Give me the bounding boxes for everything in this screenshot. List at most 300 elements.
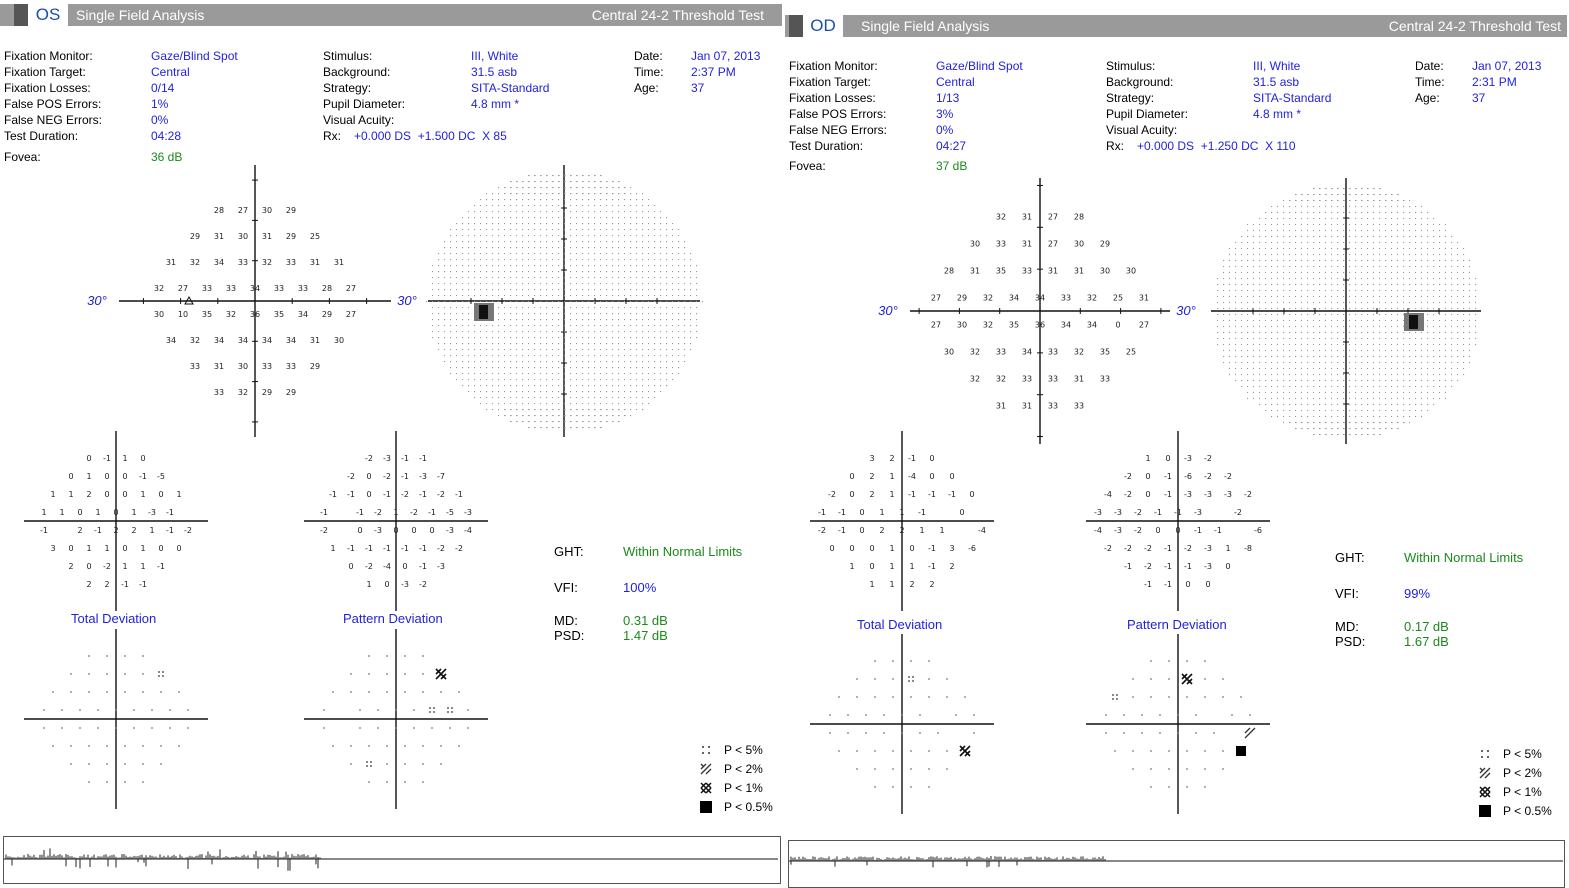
os-total-deviation-value: 2: [86, 580, 92, 589]
od-fixation-target: Central: [936, 75, 975, 89]
od-test-name: Central 24-2 Threshold Test: [1388, 18, 1561, 34]
od-total-deviation-value: 1: [899, 508, 905, 517]
os-threshold-value: 29: [285, 388, 297, 397]
os-total-deviation-value: 2: [77, 526, 83, 535]
od-total-deviation-value: 2: [899, 526, 905, 535]
od-time: 2:31 PM: [1472, 75, 1517, 89]
os-threshold-value: 31: [261, 232, 273, 241]
od-pattern-deviation-value: -1: [1174, 508, 1182, 517]
os-total-deviation-value: 0: [113, 508, 119, 517]
os-duration-label: Test Duration:: [4, 129, 79, 143]
od-pattern-deviation-value: -2: [1204, 472, 1212, 481]
os-threshold-value: 35: [273, 310, 285, 319]
os-total-deviation-value: -1: [139, 472, 147, 481]
os-threshold-value: 31: [309, 336, 321, 345]
os-total-deviation-value: 0: [176, 544, 182, 553]
od-pattern-deviation-value: -2: [1124, 472, 1132, 481]
os-pattern-deviation-value: -1: [428, 508, 436, 517]
os-total-deviation-value: -1: [103, 454, 111, 463]
od-total-deviation-value: 0: [849, 472, 855, 481]
os-pattern-deviation-value: -2: [320, 526, 328, 535]
od-pattern-deviation-value: -3: [1184, 454, 1192, 463]
od-threshold-value: 31: [1021, 239, 1033, 249]
os-ght: Within Normal Limits: [623, 544, 743, 559]
od-threshold-value: 32: [969, 347, 981, 357]
os-date: Jan 07, 2013: [691, 49, 761, 63]
od-total-deviation-value: -1: [948, 490, 956, 499]
os-stimulus-label: Stimulus:: [323, 49, 373, 63]
od-pattern-deviation-value: -3: [1194, 508, 1202, 517]
os-threshold-value: 33: [273, 284, 285, 293]
od-total-deviation-value: -2: [818, 526, 826, 535]
od-threshold-value: 25: [1112, 293, 1124, 303]
od-threshold-value: 33: [1073, 401, 1085, 411]
od-age: 37: [1472, 91, 1486, 105]
od-threshold-value: 27: [1047, 239, 1059, 249]
legend-p2: P < 2%: [1503, 766, 1542, 780]
os-total-deviation-value: -2: [184, 526, 192, 535]
od-pattern-deviation-value: 1: [1225, 544, 1231, 553]
p05-symbol-icon: [700, 801, 712, 813]
os-threshold-value: 33: [201, 284, 213, 293]
od-vfi: 99%: [1404, 586, 1431, 601]
od-threshold-value: 31: [1073, 266, 1085, 276]
os-pattern-deviation-value: -2: [419, 580, 427, 589]
od-threshold-value: 33: [1047, 347, 1059, 357]
od-total-deviation-value: -1: [838, 508, 846, 517]
od-threshold-value: 35: [1008, 320, 1020, 330]
od-pattern-deviation-value: -6: [1184, 472, 1192, 481]
od-panel: [785, 0, 1569, 888]
od-md-label: MD:: [1335, 619, 1359, 634]
od-pattern-deviation-value: 0: [1145, 472, 1151, 481]
od-pattern-deviation-value: -2: [1244, 490, 1252, 499]
od-pattern-deviation-value: -3: [1204, 490, 1212, 499]
od-total-deviation-value: 2: [889, 454, 895, 463]
od-total-deviation-value: 0: [959, 508, 965, 517]
od-threshold-value: 32: [982, 293, 994, 303]
od-total-deviation-value: 1: [889, 580, 895, 589]
od-acuity-label: Visual Acuity:: [1106, 123, 1178, 137]
od-threshold-value: 30: [969, 239, 981, 249]
os-total-deviation-value: 0: [68, 472, 74, 481]
os-threshold-value: 31: [213, 362, 225, 371]
os-eye-tag: OS: [14, 4, 68, 26]
os-threshold-value: 33: [297, 284, 309, 293]
od-pattern-deviation-value: -3: [1114, 526, 1122, 535]
od-total-deviation-value: 2: [879, 526, 885, 535]
os-panel: [0, 0, 784, 888]
od-pupil-label: Pupil Diameter:: [1106, 107, 1189, 121]
os-fixation-target-label: Fixation Target:: [4, 65, 86, 79]
od-date-label: Date:: [1415, 59, 1444, 73]
os-false-neg-label: False NEG Errors:: [4, 113, 103, 127]
od-total-deviation-value: -1: [928, 490, 936, 499]
od-threshold-value: 33: [1047, 401, 1059, 411]
od-blind-spot: [1404, 313, 1424, 331]
od-pattern-deviation-value: -1: [1164, 562, 1172, 571]
p5-symbol-icon: [700, 744, 712, 756]
od-threshold-value: 0: [1115, 320, 1121, 330]
od-total-deviation-label: Total Deviation: [857, 617, 943, 632]
os-total-deviation-value: 2: [113, 526, 119, 535]
os-pattern-deviation-value: -4: [464, 526, 472, 535]
os-threshold-value: 33: [237, 258, 249, 267]
od-fixation-monitor-label: Fixation Monitor:: [789, 59, 878, 73]
os-threshold-value: 34: [237, 336, 249, 345]
od-pattern-deviation-value: -3: [1114, 508, 1122, 517]
od-total-deviation-value: 3: [949, 544, 955, 553]
os-pattern-deviation-value: -3: [437, 562, 445, 571]
od-total-deviation-value: 0: [849, 490, 855, 499]
os-threshold-value: 34: [297, 310, 309, 319]
od-ght: Within Normal Limits: [1404, 550, 1524, 565]
os-pattern-deviation-value: -2: [401, 490, 409, 499]
od-total-deviation-value: 2: [869, 490, 875, 499]
os-pattern-deviation-value: 0: [429, 526, 435, 535]
os-pattern-deviation-value: -2: [365, 454, 373, 463]
od-pattern-deviation-value: -1: [1154, 508, 1162, 517]
os-fixation-losses: 0/14: [151, 81, 175, 95]
od-threshold-value: 31: [969, 266, 981, 276]
od-total-deviation-value: -1: [908, 490, 916, 499]
os-threshold-value: 31: [213, 232, 225, 241]
os-threshold-value: 29: [309, 362, 321, 371]
os-psd-label: PSD:: [554, 628, 585, 643]
od-total-deviation-value: 0: [869, 562, 875, 571]
os-pattern-deviation-value: -3: [374, 526, 382, 535]
os-total-deviation-value: 1: [176, 490, 182, 499]
os-threshold-value: 33: [285, 362, 297, 371]
od-threshold-value: 32: [995, 212, 1007, 222]
os-threshold-value: 31: [309, 258, 321, 267]
od-fixation-losses: 1/13: [936, 91, 960, 105]
od-background-label: Background:: [1106, 75, 1174, 89]
od-vfi-label: VFI:: [1335, 586, 1359, 601]
os-fixation-losses-label: Fixation Losses:: [4, 81, 91, 95]
od-pattern-deviation-value: 0: [1225, 562, 1231, 571]
od-threshold-value: 32: [1086, 293, 1098, 303]
os-threshold-value: 32: [189, 336, 201, 345]
od-pattern-deviation-value: -1: [1164, 490, 1172, 499]
os-total-deviation-value: -1: [40, 526, 48, 535]
od-threshold-value: 34: [1021, 347, 1033, 357]
os-threshold-value: 30: [153, 310, 165, 319]
od-report-title: Single Field Analysis: [861, 18, 990, 34]
os-pattern-deviation-value: 0: [402, 562, 408, 571]
os-pattern-deviation-label: Pattern Deviation: [343, 611, 443, 626]
os-total-deviation-value: 1: [140, 562, 146, 571]
od-total-deviation-value: 2: [929, 580, 935, 589]
os-pattern-deviation-value: -1: [455, 490, 463, 499]
p1-symbol-icon: [1479, 786, 1491, 798]
os-pattern-deviation-value: -2: [437, 544, 445, 553]
os-strategy: SITA-Standard: [471, 81, 550, 95]
od-total-deviation-value: 2: [909, 580, 915, 589]
od-pattern-deviation-value: -1: [1194, 526, 1202, 535]
od-duration: 04:27: [936, 139, 967, 153]
od-total-deviation-value: 1: [889, 562, 895, 571]
legend-p05: P < 0.5%: [724, 800, 773, 814]
os-total-deviation-value: 0: [158, 490, 164, 499]
os-threshold-value: 34: [165, 336, 177, 345]
os-total-deviation-value: 0: [86, 454, 92, 463]
od-total-deviation-value: 0: [859, 526, 865, 535]
od-total-deviation-value: 0: [969, 490, 975, 499]
os-threshold-value: 31: [333, 258, 345, 267]
od-total-deviation-value: -4: [978, 526, 986, 535]
os-pattern-deviation-value: 0: [366, 490, 372, 499]
od-threshold-value: 30: [956, 320, 968, 330]
od-threshold-value: 27: [930, 320, 942, 330]
od-pattern-deviation-value: 0: [1175, 526, 1181, 535]
os-blind-spot: [474, 303, 494, 321]
os-threshold-value: 27: [237, 206, 249, 215]
od-total-deviation-value: 2: [949, 562, 955, 571]
os-fixation-target: Central: [151, 65, 190, 79]
os-pattern-deviation-value: -1: [383, 490, 391, 499]
os-threshold-value: 32: [225, 310, 237, 319]
od-threshold-value: 31: [1021, 401, 1033, 411]
od-total-deviation-value: -4: [908, 472, 916, 481]
os-duration: 04:28: [151, 129, 182, 143]
od-threshold-value: 33: [1060, 293, 1072, 303]
os-total-deviation-value: 1: [131, 508, 137, 517]
os-pattern-deviation-value: -1: [401, 472, 409, 481]
od-eye-tag: OD: [789, 15, 843, 37]
os-fixation-monitor-label: Fixation Monitor:: [4, 49, 93, 63]
os-rx: +0.000 DS +1.500 DC X 85: [354, 129, 507, 143]
os-pattern-deviation-value: -2: [347, 472, 355, 481]
os-total-deviation-value: 1: [149, 526, 155, 535]
od-threshold-value: 25: [1125, 347, 1137, 357]
od-total-deviation-value: 1: [849, 562, 855, 571]
od-threshold-value: 33: [1021, 266, 1033, 276]
od-pattern-deviation-value: -1: [1164, 580, 1172, 589]
od-pattern-deviation-value: -1: [1184, 562, 1192, 571]
os-pattern-deviation-value: -1: [419, 454, 427, 463]
od-time-label: Time:: [1415, 75, 1445, 89]
p05-symbol-icon: [1479, 805, 1491, 817]
od-total-deviation-value: -1: [838, 526, 846, 535]
os-pattern-deviation-value: -3: [419, 472, 427, 481]
os-threshold-value: 30: [237, 362, 249, 371]
os-threshold-value: 29: [285, 206, 297, 215]
os-threshold-value: 34: [213, 336, 225, 345]
od-psd-label: PSD:: [1335, 634, 1366, 649]
os-threshold-value: 27: [177, 284, 189, 293]
os-threshold-value: 34: [213, 258, 225, 267]
os-threshold-value: 36: [249, 310, 261, 319]
od-total-deviation-value: 1: [879, 508, 885, 517]
os-background-label: Background:: [323, 65, 391, 79]
os-threshold-value: 33: [189, 362, 201, 371]
os-fixation-monitor: Gaze/Blind Spot: [151, 49, 238, 63]
od-pattern-deviation-value: -8: [1244, 544, 1252, 553]
os-time-label: Time:: [634, 65, 664, 79]
os-threshold-value: 10: [177, 310, 189, 319]
od-threshold-value: 28: [943, 266, 955, 276]
os-threshold-value: 30: [237, 232, 249, 241]
os-total-deviation-value: 0: [86, 562, 92, 571]
os-total-deviation-value: 1: [68, 490, 74, 499]
os-total-deviation-value: 1: [59, 508, 65, 517]
od-total-deviation-value: 1: [869, 580, 875, 589]
od-pattern-deviation-value: -3: [1224, 490, 1232, 499]
od-threshold-value: 29: [1099, 239, 1111, 249]
os-psd: 1.47 dB: [623, 628, 668, 643]
os-total-deviation-value: 1: [122, 562, 128, 571]
od-false-pos: 3%: [936, 107, 954, 121]
od-threshold-value: 27: [930, 293, 942, 303]
os-total-deviation-value: -1: [157, 562, 165, 571]
os-pattern-deviation-value: -3: [446, 526, 454, 535]
os-pattern-deviation-value: -3: [383, 454, 391, 463]
os-threshold-value: 30: [261, 206, 273, 215]
od-threshold-value: 32: [1073, 347, 1085, 357]
od-pattern-deviation-value: -2: [1124, 544, 1132, 553]
od-threshold-value: 29: [956, 293, 968, 303]
os-total-deviation-value: 1: [41, 508, 47, 517]
os-false-neg: 0%: [151, 113, 169, 127]
od-fovea-label: Fovea:: [789, 159, 826, 173]
od-pattern-deviation-label: Pattern Deviation: [1127, 617, 1227, 632]
os-pattern-deviation-value: 0: [348, 562, 354, 571]
os-threshold-value: 29: [261, 388, 273, 397]
os-stimulus: III, White: [471, 49, 519, 63]
od-false-neg: 0%: [936, 123, 954, 137]
os-md-label: MD:: [554, 613, 578, 628]
os-total-deviation-value: 0: [122, 472, 128, 481]
od-rx: +0.000 DS +1.250 DC X 110: [1137, 139, 1296, 153]
od-threshold-value: 31: [1021, 212, 1033, 222]
od-total-deviation-value: -1: [928, 562, 936, 571]
od-total-deviation-value: 1: [939, 526, 945, 535]
os-pattern-deviation-value: 0: [411, 526, 417, 535]
od-pattern-deviation-value: -4: [1094, 526, 1102, 535]
os-pattern-deviation-value: -3: [401, 580, 409, 589]
os-rx-label: Rx:: [323, 129, 341, 143]
od-threshold-value: 30: [1099, 266, 1111, 276]
os-acuity-label: Visual Acuity:: [323, 113, 395, 127]
od-pattern-deviation-value: -2: [1234, 508, 1242, 517]
od-pattern-deviation-value: 1: [1145, 454, 1151, 463]
od-threshold-value: 33: [995, 239, 1007, 249]
os-threshold-value: 25: [309, 232, 321, 241]
od-pattern-deviation-value: -4: [1104, 490, 1112, 499]
legend-p05: P < 0.5%: [1503, 804, 1552, 818]
od-threshold-value: 32: [969, 374, 981, 384]
os-threshold-value: 32: [261, 258, 273, 267]
os-threshold-value: 32: [237, 388, 249, 397]
os-pattern-deviation-value: -1: [365, 544, 373, 553]
os-pattern-deviation-value: 0: [366, 472, 372, 481]
od-stimulus: III, White: [1253, 59, 1301, 73]
os-pattern-deviation-value: 0: [393, 526, 399, 535]
od-duration-label: Test Duration:: [789, 139, 864, 153]
os-threshold-value: 32: [153, 284, 165, 293]
os-ght-label: GHT:: [554, 544, 584, 559]
od-strategy: SITA-Standard: [1253, 91, 1332, 105]
os-threshold-value: 29: [189, 232, 201, 241]
os-pattern-deviation-value: -7: [437, 472, 445, 481]
od-total-deviation-value: 0: [909, 544, 915, 553]
os-threshold-value: 28: [213, 206, 225, 215]
os-pattern-deviation-value: -1: [383, 544, 391, 553]
od-total-deviation-value: -1: [928, 544, 936, 553]
od-total-deviation-value: -1: [918, 508, 926, 517]
od-md: 0.17 dB: [1404, 619, 1449, 634]
od-deg-left: 30°: [878, 303, 898, 318]
os-pattern-deviation-value: -1: [347, 544, 355, 553]
od-pupil: 4.8 mm *: [1253, 107, 1302, 121]
od-threshold-value: 34: [1086, 320, 1098, 330]
os-total-deviation-value: 2: [131, 526, 137, 535]
os-pattern-deviation-value: 1: [393, 508, 399, 517]
od-threshold-value: 31: [1138, 293, 1150, 303]
os-deg-right: 30°: [397, 293, 417, 308]
od-pattern-deviation-value: 0: [1155, 526, 1161, 535]
os-pattern-deviation-value: -2: [410, 508, 418, 517]
os-probability-legend: [700, 741, 782, 817]
od-fovea: 37 dB: [936, 159, 968, 173]
od-total-deviation-value: 0: [869, 544, 875, 553]
os-total-deviation-value: -1: [121, 580, 129, 589]
od-pattern-deviation-value: -1: [1144, 580, 1152, 589]
od-threshold-value: 33: [1047, 374, 1059, 384]
od-pattern-deviation-value: -6: [1254, 526, 1262, 535]
od-threshold-value: 27: [1047, 212, 1059, 222]
od-threshold-value: 30: [1125, 266, 1137, 276]
od-threshold-value: 30: [943, 347, 955, 357]
od-strategy-label: Strategy:: [1106, 91, 1155, 105]
os-total-deviation-value: 3: [50, 544, 56, 553]
legend-p5: P < 5%: [724, 743, 763, 757]
os-threshold-value: 29: [321, 310, 333, 319]
legend-p1: P < 1%: [1503, 785, 1542, 799]
os-pattern-deviation-value: -2: [437, 490, 445, 499]
os-pattern-deviation-value: -2: [455, 544, 463, 553]
od-pattern-deviation-value: -2: [1204, 454, 1212, 463]
od-deg-right: 30°: [1176, 303, 1196, 318]
os-gaze-tracking-chart: [3, 836, 781, 884]
os-pattern-deviation-value: -1: [401, 544, 409, 553]
os-md: 0.31 dB: [623, 613, 668, 628]
os-total-deviation-value: 0: [104, 490, 110, 499]
os-threshold-value: 29: [285, 232, 297, 241]
legend-p2: P < 2%: [724, 762, 763, 776]
os-background: 31.5 asb: [471, 65, 518, 79]
od-age-label: Age:: [1415, 91, 1440, 105]
os-false-pos-label: False POS Errors:: [4, 97, 102, 111]
os-pupil: 4.8 mm *: [471, 97, 520, 111]
os-report-title: Single Field Analysis: [76, 7, 205, 23]
od-threshold-value: 33: [995, 347, 1007, 357]
od-threshold-value: 33: [1021, 374, 1033, 384]
od-total-deviation-value: 0: [949, 472, 955, 481]
od-total-deviation-value: 1: [919, 526, 925, 535]
od-threshold-value: 32: [982, 320, 994, 330]
os-field-plots: [0, 0, 784, 888]
os-pattern-deviation-value: -1: [419, 544, 427, 553]
os-total-deviation-value: 0: [140, 454, 146, 463]
od-threshold-value: 36: [1034, 320, 1046, 330]
od-threshold-value: 31: [1047, 266, 1059, 276]
os-total-deviation-label: Total Deviation: [71, 611, 157, 626]
p2-symbol-icon: [700, 763, 712, 775]
os-pattern-deviation-value: 1: [330, 544, 336, 553]
os-pattern-deviation-value: -2: [374, 508, 382, 517]
